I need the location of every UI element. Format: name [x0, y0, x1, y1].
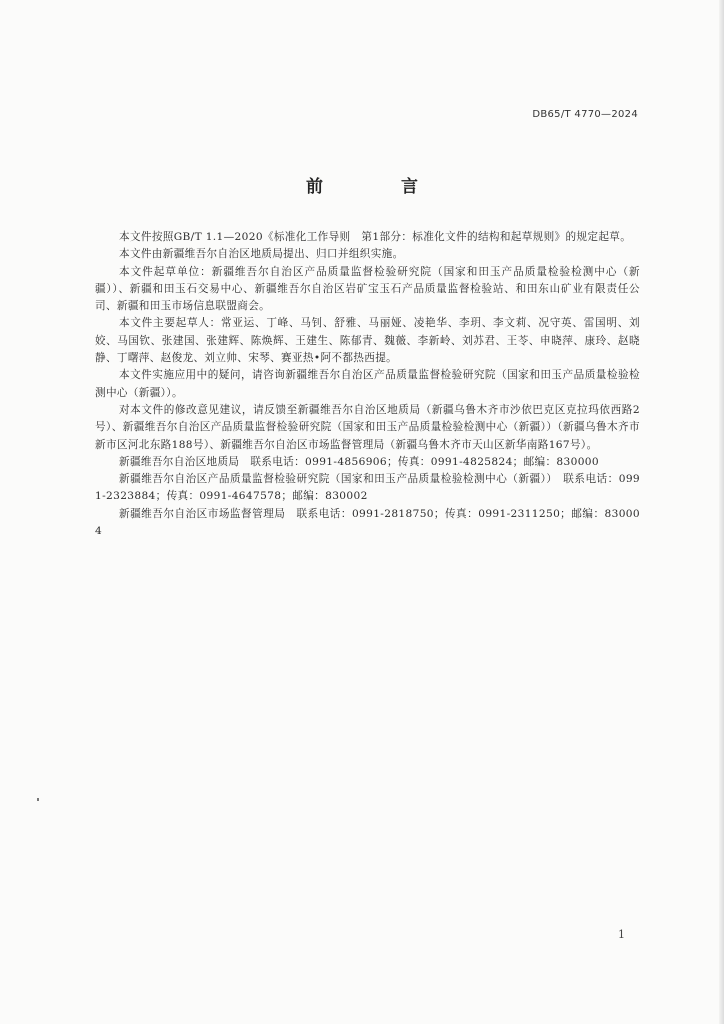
- page-number: 1: [618, 928, 625, 941]
- document-code: DB65/T 4770—2024: [532, 109, 638, 120]
- paragraph-proposer: 本文件由新疆维吾尔自治区地质局提出、归口并组织实施。: [119, 248, 404, 261]
- scan-edge: [719, 0, 724, 1024]
- scan-speck: [37, 798, 39, 801]
- contact-market-regulation: 新疆维吾尔自治区市场监督管理局 联系电话：0991-2818750；传真：0991-2311250；邮编：830004: [95, 507, 640, 538]
- paragraph-inquiries: 本文件实施应用中的疑问，请咨询新疆维吾尔自治区产品质量监督检验研究院（国家和田玉产品质量检验检测中心（新疆））。: [95, 369, 640, 399]
- contact-geology-bureau: 新疆维吾尔自治区地质局 联系电话：0991-4856906；传真：0991-4825824；邮编：830000: [119, 455, 599, 468]
- paragraph-drafting-basis: 本文件按照GB/T 1.1—2020《标准化工作导则 第1部分：标准化文件的结构和起草规则》的规定起草。: [119, 231, 632, 243]
- paragraph-drafting-units: 本文件起草单位：新疆维吾尔自治区产品质量监督检验研究院（国家和田玉产品质量检验检测中心（新疆））、新疆和田玉石交易中心、新疆维吾尔自治区岩矿宝玉石产品质量监督检验站、和田东山矿业有限责任公司、新疆和田玉市场信息联盟商会。: [95, 265, 640, 313]
- page-title: 前 言: [306, 177, 454, 197]
- contact-quality-institute: 新疆维吾尔自治区产品质量监督检验研究院（国家和田玉产品质量检验检测中心（新疆）） 联系电话：0991-2323884；传真：0991-4647578；邮编：830002: [95, 473, 640, 503]
- paragraph-feedback: 对本文件的修改意见建议，请反馈至新疆维吾尔自治区地质局（新疆乌鲁木齐市沙依巴克区克拉玛依西路2号）、新疆维吾尔自治区产品质量监督检验研究院（国家和田玉产品质量检验检测中心（新疆））（新疆乌鲁木齐市新市区河北东路188号）、新疆维吾尔自治区市场监督管理局（新疆乌鲁木齐市天山区新华南路167号）。: [95, 403, 640, 451]
- paragraph-drafters: 本文件主要起草人：常亚运、丁峰、马钊、舒雅、马丽娅、凌艳华、李玥、李文莉、况守英、雷国明、刘姣、马国钦、张建国、张建辉、陈焕辉、王建生、陈郁青、魏薇、李新岭、刘苏君、王苓、申晓萍、康玲、赵晓静、丁曙萍、赵俊龙、刘立帅、宋琴、赛亚热•阿不都热西提。: [95, 317, 640, 365]
- foreword-body: [95, 229, 640, 540]
